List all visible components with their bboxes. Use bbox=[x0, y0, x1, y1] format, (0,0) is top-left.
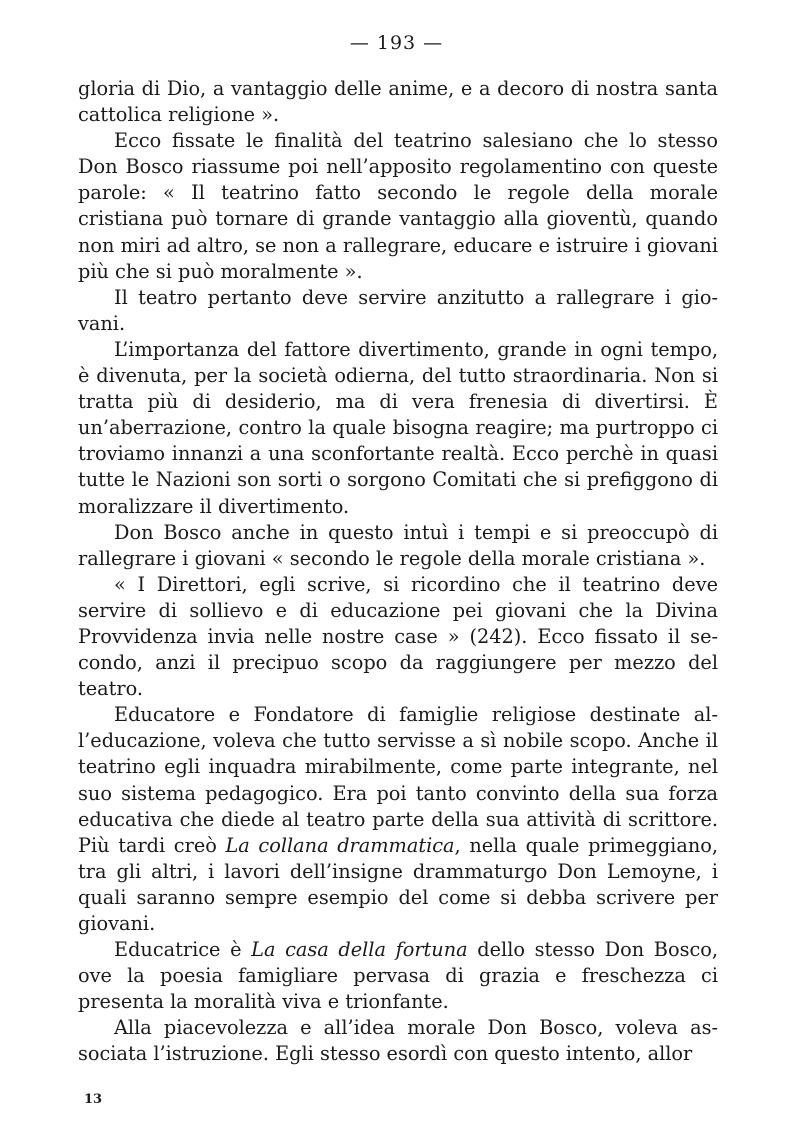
paragraph-text: , nella quale primeggiano, tra gli altri, i lavori dell’insigne drammaturgo Don Lemoyne, i quali saranno sempre esempio del come si debba scrivere per giovani. bbox=[78, 833, 718, 935]
paragraph-text: Il teatro pertanto deve servire anzitutto a rallegrare i giovani. bbox=[78, 285, 718, 335]
paragraph-text: gloria di Dio, a vantaggio delle anime, e a decoro di nostra santa cattolica religione ». bbox=[78, 77, 718, 127]
paragraph bbox=[78, 1015, 718, 1067]
paragraph-text: Don Bosco anche in questo intuì i tempi e si preoccupò di rallegrare i giovani « secondo le regole della morale cristiana ». bbox=[78, 520, 718, 570]
paragraph bbox=[78, 128, 718, 285]
italic-title: La collana drammatica bbox=[225, 833, 455, 857]
paragraph-text: Alla piacevolezza e all’idea morale Don Bosco, voleva associata l’istruzione. Egli stesso esordì con questo intento, allor bbox=[78, 1016, 718, 1066]
italic-title: La casa della fortuna bbox=[251, 938, 468, 962]
page-number: — 193 — bbox=[349, 32, 444, 54]
paragraph bbox=[78, 337, 718, 520]
paragraph bbox=[78, 572, 718, 702]
body-text bbox=[78, 76, 718, 1068]
paragraph bbox=[78, 937, 718, 1015]
paragraph-text: Educatrice è bbox=[114, 938, 252, 962]
paragraph bbox=[78, 520, 718, 572]
paragraph-text: Ecco fissate le finalità del teatrino salesiano che lo stesso Don Bosco riassume poi nell’apposito regolamentino con queste parole: « Il teatrino fatto secondo le regole della morale cristiana può tornare di grande vantaggio alla gioventù, quando non miri ad altro, se non a rallegrare, educare e istruire i giovani più che si può moralmente ». bbox=[78, 129, 718, 283]
paragraph-text: dello stesso Don Bosco, ove la poesia famigliare pervasa di grazia e freschezza ci presenta la moralità viva e trionfante. bbox=[78, 938, 718, 1014]
paragraph bbox=[78, 702, 718, 937]
paragraph-text: L’importanza del fattore divertimento, grande in ogni tempo, è divenuta, per la società odierna, del tutto straordinaria. Non si tratta più di desiderio, ma di vera frenesia di divertirsi. È un’aberrazione, contro la quale bisogna reagire; ma purtroppo ci troviamo innanzi a una sconfortante realtà. Ecco perchè in quasi tutte le Nazioni son sorti o sorgono Comitati che si prefiggono di moralizzare il divertimento. bbox=[78, 337, 718, 518]
signature-mark: 13 bbox=[84, 1092, 103, 1107]
paragraph bbox=[78, 76, 718, 128]
paragraph-text: « I Direttori, egli scrive, si ricordino che il teatrino deve servire di sollievo e di educazione pei giovani che la Divina Provvidenza invia nelle nostre case » (242). Ecco fissato il secondo, anzi il precipuo scopo da raggiungere per mezzo del teatro. bbox=[78, 572, 718, 701]
paragraph bbox=[78, 285, 718, 337]
paragraph-text: Educatore e Fondatore di famiglie religiose destinate all’educazione, voleva che tutto servisse a sì nobile scopo. Anche il teatrino egli inquadra mirabilmente, come parte integrante, nel suo sistema pedagogico. Era poi tanto convinto della sua forza educativa che diede al teatro parte della sua attività di scrittore. Più tardi creò bbox=[78, 703, 718, 857]
